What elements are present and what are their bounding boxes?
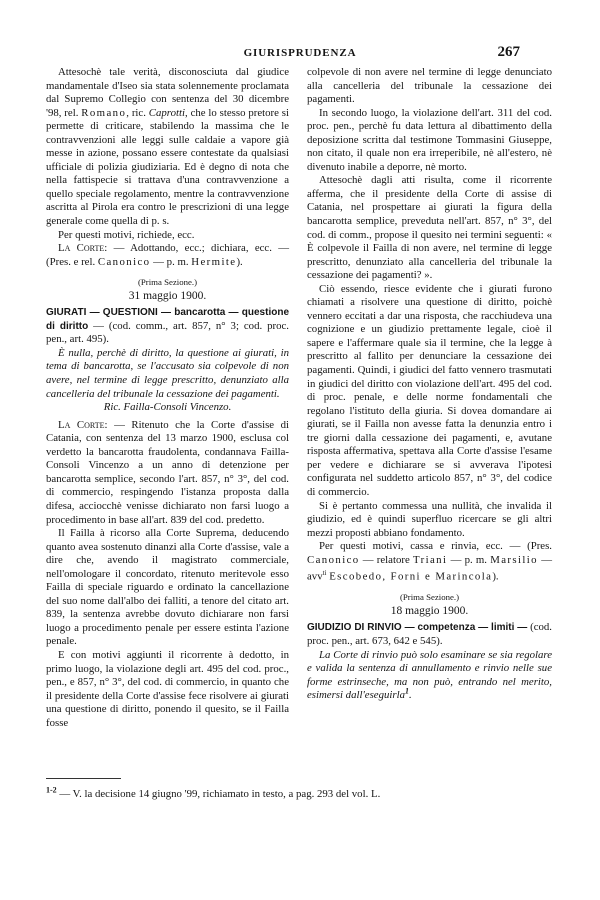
footnote — [46, 785, 556, 801]
paragraph: E con motivi aggiunti il ricorrente à dedotto, in primo luogo, la violazione degli art. 495 del cod. proc., pen., e 857, n° 3°, del cod. di commercio, in quanto che il presidente della Corte d'assise fece risolvere ai giurati una questione di diritto, ponendo il quesito, se il Failla fosse — [46, 648, 289, 729]
paragraph: Attesochè dagli atti risulta, come il ricorrente afferma, che il presidente della Corte di assise di Catania, nel prospettare ai giurati la figura della bancarotta semplice, preveduta nell'art. 857, n° 3°, del cod. di comm., propose il quesito nei termini seguenti: « È colpevole il Failla di non avere, nel termine di legge prescritto, denunziato alla cancelleria del tribunale la cessazione dei pagamenti? ». — [307, 174, 552, 282]
case-maxim: La Corte di rinvio può solo esaminare se sia regolare e valida la sentenza di annullamento e rinvio nelle sue forme estrinseche, ma non può, entrando nel merito, esimersi dall'eseguirla$^1$. — [307, 648, 552, 702]
case-maxim: È nulla, perchè di diritto, la questione ai giurati, in tema di bancarotta, se l'accusato sia colpevole di non avere, nel termine di legge prescritto, denunziato alla cancelleria del tribunale la cessazione dei pagamenti. — [46, 346, 289, 400]
footnote-ref[interactable]: 1 — [404, 686, 409, 696]
page-number: 267 — [497, 44, 520, 60]
section-label: (Prima Sezione.) — [137, 277, 198, 288]
paragraph: Il Failla à ricorso alla Corte Suprema, deducendo quanto avea sostenuto dinanzi alla Corte d'assise, vale a dire che, avendo il magistrato commerciale, nell'omologare il concordato, ritenuto meritevole esso Failla di speciale riguardo e ordinato la cancellazione del suo nome dall'albo dei falliti, a tenore del citato art. 839, la sentenza avrebbe dovuto dichiarare non farsi luogo a procedimento penale per essere estinta l'azione penale. — [46, 527, 289, 648]
paragraph: Si è pertanto commessa una nullità, che invalida il giudizio, ed è quindi superfluo ricercare se gli altri mezzi proposti abbiano fondamento. — [307, 499, 552, 539]
appellant-name: Caprotti — [148, 106, 185, 119]
rapporteur-name: Romano — [81, 106, 127, 119]
section-label: (Prima Sezione.) — [399, 592, 460, 603]
footnote-divider — [46, 778, 121, 779]
appellant-line: Ric. Failla-Consoli Vincenzo. — [103, 401, 232, 414]
paragraph: La Corte: — Adottando, ecc.; dichiara, ecc. — (Pres. e rel. Canonico — p. m. Hermite). — [46, 242, 290, 268]
case-heading: GIURATI — QUESTIONI — bancarotta — questione di diritto — (cod. comm., art. 857, n° 3; cod. proc. pen., art. 495). — [46, 307, 289, 346]
paragraph: colpevole di non avere nel termine di legge denunciato alla cancelleria del tribunale la cessazione dei pagamenti. — [307, 66, 552, 106]
decision-date: 31 maggio 1900. — [128, 289, 207, 302]
running-header: GIURISPRUDENZA — [243, 47, 357, 59]
footnote-mark: 1-2 — [46, 785, 57, 795]
footnote-text: — V. la decisione 14 giugno '99, richiamato in testo, a pag. 293 del vol. L. — [56, 788, 381, 800]
paragraph: Attesochè tale verità, disconosciuta dal giudice mandamentale d'Iseo sia stata solennemente proclamata dal Supremo Collegio con sentenza del 30 dicembre '98, rel. Romano, ric. Caprotti, che lo stesso pretore si permette di criticare, stabilendo la massima che le contravvenzioni alle leggi sulle caldaie a vapore già messe in azione, possano essere contestate da qualsiasi ufficiale di polizia giudiziaria. Ed è degno di nota che nella fattispecie si trattava d'una contravvenzione a quello speciale regolamento, mentre la contravvenzione ascritta al Pirola era contro le prescrizioni di una legge generale come quella di p. s. — [46, 66, 289, 228]
paragraph: Per questi motivi, cassa e rinvia, ecc. — (Pres. Canonico — relatore Triani — p. m. Marsilio — avv$^{ti}$ Escobedo, Forni e Marincola). — [307, 540, 552, 583]
paragraph: Per questi motivi, richiede, ecc. — [58, 228, 195, 241]
left-column — [46, 66, 289, 730]
paragraph: In secondo luogo, la violazione dell'art. 311 del cod. proc. pen., perchè fu data lettura al dibattimento della deposizione scritta dal testimone Tommasini Giuseppe, non citato, il quale non era irreperibile, nè all'estero, nè divenuto inabile a deporre, nè morto. — [307, 106, 552, 173]
decision-date: 18 maggio 1900. — [390, 604, 469, 617]
case-heading: GIUDIZIO DI RINVIO — competenza — limiti — (cod. proc. pen., art. 673, 642 e 545). — [307, 621, 552, 648]
paragraph: Ciò essendo, riesce evidente che i giurati furono chiamati a risolvere una questione di diritto, poichè vennero eccitati a dar una risposta, che racchiudeva una cognizione e un giudizio prettamente legale, cioè il sapere e l'affermare quale sia il termine, che la legge à prescritto al fallito per denunciare la cessazione dei pagamenti. Quindi, i giudici del fatto vennero trasmutati in giudici del diritto con violazione dell'art. 495 del cod. di proc. penale, e delle norme fondamentali che regolano l'istituto della giuria. Si dovea domandare ai giurati, se il Failla non avesse fatta la denunzia entro i tre giorni dalla cessazione dei pagamenti, e, avutane risposta affermativa, spettava alla Corte d'assise l'esame per vedere e dichiarare se si avverava l'ipotesi configurata nel suddetto articolo 857, n° 3°, del codice di commercio. — [307, 282, 552, 498]
paragraph: La Corte: — Ritenuto che la Corte d'assise di Catania, con sentenza del 13 marzo 1900, esclusa col verdetto la bancarotta fraudolenta, condannava Failla-Consoli Vincenzo a un anno di detenzione per bancarotta semplice, secondo l'art. 857, n° 3°, del cod. di commercio, respingendo l'istanza proposta dalla difesa, acciocchè venisse dichiarato non farsi luogo a procedimento in base all'art. 839 del cod. predetto. — [46, 418, 289, 526]
right-column — [307, 66, 552, 703]
